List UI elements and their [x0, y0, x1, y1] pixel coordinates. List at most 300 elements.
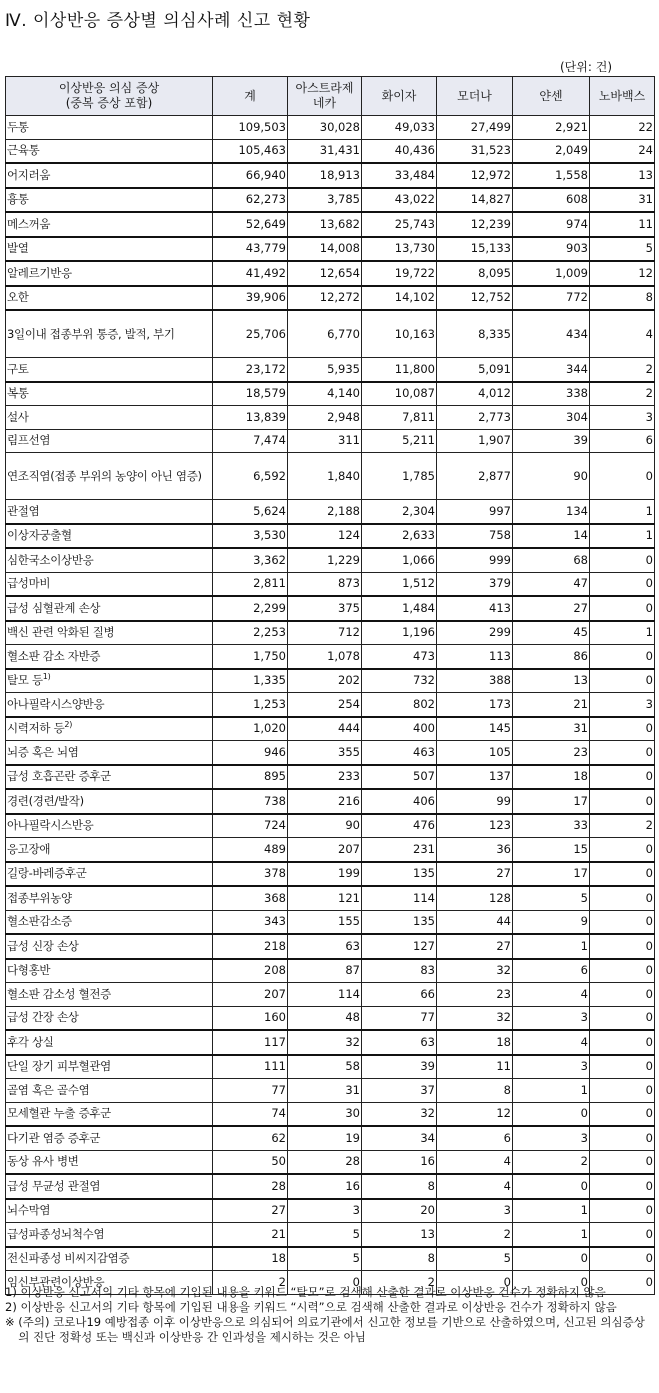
count-cell: 13: [362, 1223, 437, 1247]
count-cell: 2,633: [362, 524, 437, 549]
count-cell: 10,087: [362, 382, 437, 406]
count-cell: 3: [590, 693, 655, 717]
table-row: [6, 741, 655, 765]
count-cell: 127: [362, 934, 437, 959]
table-row: [6, 693, 655, 717]
symptom-name-cell: 설사: [6, 406, 213, 430]
count-cell: 1,020: [213, 717, 288, 741]
count-cell: 9: [513, 910, 590, 934]
count-cell: 7,811: [362, 406, 437, 430]
count-cell: 25,743: [362, 212, 437, 237]
count-cell: 0: [590, 1223, 655, 1247]
count-cell: 738: [213, 789, 288, 814]
symptom-name-cell: 뇌증 혹은 뇌염: [6, 741, 213, 765]
count-cell: 117: [213, 1030, 288, 1055]
table-row: [6, 237, 655, 262]
count-cell: 19,722: [362, 261, 437, 286]
count-cell: 66,940: [213, 163, 288, 188]
count-cell: 19: [288, 1126, 362, 1150]
count-cell: 8: [437, 1079, 513, 1103]
count-cell: 27: [437, 934, 513, 959]
count-cell: 13,730: [362, 237, 437, 262]
count-cell: 32: [437, 1006, 513, 1030]
count-cell: 0: [590, 1150, 655, 1174]
count-cell: 378: [213, 862, 288, 887]
count-cell: 12,972: [437, 163, 513, 188]
count-cell: 22: [590, 116, 655, 140]
table-row: [6, 983, 655, 1007]
count-cell: 6,592: [213, 453, 288, 500]
table-row: [6, 934, 655, 959]
count-cell: 12,239: [437, 212, 513, 237]
count-cell: 5,935: [288, 358, 362, 382]
count-cell: 13: [513, 669, 590, 693]
count-cell: 32: [288, 1030, 362, 1055]
symptom-name-cell: 근육통: [6, 139, 213, 163]
count-cell: 30,028: [288, 116, 362, 140]
count-cell: 1,196: [362, 621, 437, 645]
count-cell: 27: [213, 1199, 288, 1223]
count-cell: 0: [590, 548, 655, 572]
count-cell: 18: [213, 1247, 288, 1271]
symptom-name-cell: 탈모 등$^{1)}$: [6, 669, 213, 693]
column-header: 노바백스: [590, 77, 655, 116]
count-cell: 0: [590, 1102, 655, 1126]
count-cell: 77: [213, 1079, 288, 1103]
symptom-name-cell: 응고장애: [6, 838, 213, 862]
symptom-name-cell: 골염 혹은 골수염: [6, 1079, 213, 1103]
count-cell: 44: [437, 910, 513, 934]
count-cell: 444: [288, 717, 362, 741]
count-cell: 0: [590, 910, 655, 934]
count-cell: 1: [590, 500, 655, 524]
count-cell: 0: [590, 838, 655, 862]
count-cell: 2,921: [513, 116, 590, 140]
count-cell: 608: [513, 188, 590, 213]
count-cell: 27,499: [437, 116, 513, 140]
footnote-text: 이상반응 신고서의 기타 항목에 기입된 내용을 키워드 “탈모”로 검색해 산출한 결과로 이상반응 건수가 정확하지 않음: [20, 1285, 606, 1299]
count-cell: 338: [513, 382, 590, 406]
count-cell: 23: [513, 741, 590, 765]
count-cell: 489: [213, 838, 288, 862]
count-cell: 3,362: [213, 548, 288, 572]
table-row: [6, 1055, 655, 1079]
count-cell: 113: [437, 645, 513, 669]
symptom-name-cell: 어지러움: [6, 163, 213, 188]
count-cell: 2,948: [288, 406, 362, 430]
count-cell: 137: [437, 765, 513, 790]
count-cell: 388: [437, 669, 513, 693]
symptom-name-cell: 뇌수막염: [6, 1199, 213, 1223]
count-cell: 30: [288, 1102, 362, 1126]
count-cell: 37: [362, 1079, 437, 1103]
count-cell: 2,188: [288, 500, 362, 524]
symptom-name-cell: 다형홍반: [6, 959, 213, 983]
count-cell: 0: [590, 886, 655, 910]
count-cell: 27: [437, 862, 513, 887]
count-cell: 802: [362, 693, 437, 717]
table-row: [6, 717, 655, 741]
count-cell: 375: [288, 596, 362, 621]
count-cell: 0: [590, 983, 655, 1007]
count-cell: 1: [513, 1079, 590, 1103]
count-cell: 5,091: [437, 358, 513, 382]
count-cell: 2: [362, 1271, 437, 1295]
symptom-name-cell: 아나필락시스반응: [6, 814, 213, 838]
symptom-name-cell: 급성마비: [6, 572, 213, 596]
count-cell: 49,033: [362, 116, 437, 140]
count-cell: 4,012: [437, 382, 513, 406]
count-cell: 18,913: [288, 163, 362, 188]
symptom-name-cell: 알레르기반응: [6, 261, 213, 286]
count-cell: 1: [590, 621, 655, 645]
count-cell: 4: [590, 310, 655, 358]
count-cell: 1,907: [437, 429, 513, 453]
count-cell: 3: [513, 1055, 590, 1079]
count-cell: 8,095: [437, 261, 513, 286]
symptom-name-cell: 연조직염(접종 부위의 농양이 아닌 염증): [6, 453, 213, 500]
symptom-name-cell: 동상 유사 병변: [6, 1150, 213, 1174]
count-cell: 0: [590, 1030, 655, 1055]
count-cell: 3: [513, 1126, 590, 1150]
count-cell: 2,304: [362, 500, 437, 524]
count-cell: 123: [437, 814, 513, 838]
count-cell: 233: [288, 765, 362, 790]
symptom-name-cell: 전신파종성 비씨지감염증: [6, 1247, 213, 1271]
count-cell: 63: [288, 934, 362, 959]
count-cell: 8,335: [437, 310, 513, 358]
count-cell: 216: [288, 789, 362, 814]
count-cell: 10,163: [362, 310, 437, 358]
count-cell: 145: [437, 717, 513, 741]
count-cell: 8: [590, 286, 655, 311]
count-cell: 2,811: [213, 572, 288, 596]
table-row: [6, 286, 655, 311]
symptom-name-cell: 급성 무균성 관절염: [6, 1174, 213, 1199]
table-row: [6, 524, 655, 549]
count-cell: 160: [213, 1006, 288, 1030]
count-cell: 121: [288, 886, 362, 910]
count-cell: 11: [437, 1055, 513, 1079]
count-cell: 2: [590, 814, 655, 838]
count-cell: 11: [590, 212, 655, 237]
column-header: 얀센: [513, 77, 590, 116]
count-cell: 0: [513, 1271, 590, 1295]
symptom-name-cell: 혈소판감소증: [6, 910, 213, 934]
footnotes: [5, 1285, 655, 1345]
count-cell: 2,253: [213, 621, 288, 645]
count-cell: 406: [362, 789, 437, 814]
symptom-name-cell: 후각 상실: [6, 1030, 213, 1055]
count-cell: 2: [590, 358, 655, 382]
count-cell: 17: [513, 862, 590, 887]
count-cell: 5: [513, 886, 590, 910]
table-header-row: [6, 77, 655, 116]
table-row: [6, 910, 655, 934]
symptom-report-table: [5, 76, 655, 1295]
count-cell: 4: [437, 1150, 513, 1174]
symptom-name-cell: 혈소판 감소성 혈전증: [6, 983, 213, 1007]
count-cell: 304: [513, 406, 590, 430]
table-row: [6, 621, 655, 645]
count-cell: 105,463: [213, 139, 288, 163]
count-cell: 6,770: [288, 310, 362, 358]
count-cell: 7,474: [213, 429, 288, 453]
count-cell: 41,492: [213, 261, 288, 286]
count-cell: 87: [288, 959, 362, 983]
count-cell: 27: [513, 596, 590, 621]
count-cell: 39: [362, 1055, 437, 1079]
table-row: [6, 1102, 655, 1126]
count-cell: 21: [513, 693, 590, 717]
count-cell: 0: [590, 572, 655, 596]
count-cell: 124: [288, 524, 362, 549]
count-cell: 0: [590, 1199, 655, 1223]
count-cell: 43,022: [362, 188, 437, 213]
column-header: 모더나: [437, 77, 513, 116]
symptom-name-cell: 오한: [6, 286, 213, 311]
footnote: [5, 1285, 655, 1300]
count-cell: 12,654: [288, 261, 362, 286]
count-cell: 33: [513, 814, 590, 838]
count-cell: 254: [288, 693, 362, 717]
count-cell: 999: [437, 548, 513, 572]
page-title: Ⅳ. 이상반응 증상별 의심사례 신고 현황: [5, 11, 311, 31]
count-cell: 0: [590, 717, 655, 741]
column-header: 계: [213, 77, 288, 116]
table-row: [6, 1030, 655, 1055]
count-cell: 39: [513, 429, 590, 453]
count-cell: 311: [288, 429, 362, 453]
table-row: [6, 163, 655, 188]
count-cell: 31: [513, 717, 590, 741]
count-cell: 5: [590, 237, 655, 262]
count-cell: 173: [437, 693, 513, 717]
symptom-name-cell: 접종부위농양: [6, 886, 213, 910]
table-row: [6, 406, 655, 430]
count-cell: 218: [213, 934, 288, 959]
count-cell: 732: [362, 669, 437, 693]
count-cell: 50: [213, 1150, 288, 1174]
table-row: [6, 358, 655, 382]
symptom-name-cell: 발열: [6, 237, 213, 262]
table-row: [6, 838, 655, 862]
symptom-name-cell: 3일이내 접종부위 통증, 발적, 부기: [6, 310, 213, 358]
count-cell: 199: [288, 862, 362, 887]
symptom-name-cell: 메스꺼움: [6, 212, 213, 237]
symptom-name-cell: 급성파종성뇌척수염: [6, 1223, 213, 1247]
count-cell: 31: [288, 1079, 362, 1103]
count-cell: 476: [362, 814, 437, 838]
table-row: [6, 596, 655, 621]
count-cell: 135: [362, 862, 437, 887]
table-row: [6, 429, 655, 453]
count-cell: 0: [590, 669, 655, 693]
count-cell: 45: [513, 621, 590, 645]
count-cell: 0: [590, 645, 655, 669]
table-row: [6, 1006, 655, 1030]
symptom-name-cell: 관절염: [6, 500, 213, 524]
count-cell: 208: [213, 959, 288, 983]
count-cell: 3: [288, 1199, 362, 1223]
count-cell: 1,229: [288, 548, 362, 572]
count-cell: 20: [362, 1199, 437, 1223]
count-cell: 43,779: [213, 237, 288, 262]
table-row: [6, 1079, 655, 1103]
count-cell: 134: [513, 500, 590, 524]
count-cell: 473: [362, 645, 437, 669]
count-cell: 5: [288, 1223, 362, 1247]
symptom-name-cell: 단일 장기 피부혈관염: [6, 1055, 213, 1079]
count-cell: 5,211: [362, 429, 437, 453]
count-cell: 0: [590, 741, 655, 765]
count-cell: 231: [362, 838, 437, 862]
count-cell: 2: [590, 382, 655, 406]
count-cell: 83: [362, 959, 437, 983]
table-row: [6, 310, 655, 358]
count-cell: 25,706: [213, 310, 288, 358]
count-cell: 344: [513, 358, 590, 382]
count-cell: 355: [288, 741, 362, 765]
count-cell: 8: [362, 1174, 437, 1199]
count-cell: 58: [288, 1055, 362, 1079]
count-cell: 1,253: [213, 693, 288, 717]
count-cell: 18: [437, 1030, 513, 1055]
footnote-text: 이상반응 신고서의 기타 항목에 기입된 내용을 키워드 “시력”으로 검색해 산출한 결과로 이상반응 건수가 정확하지 않음: [20, 1300, 617, 1314]
count-cell: 105: [437, 741, 513, 765]
table-row: [6, 261, 655, 286]
table-row: [6, 1126, 655, 1150]
footnote: [5, 1315, 655, 1345]
count-cell: 207: [288, 838, 362, 862]
table-row: [6, 212, 655, 237]
table-row: [6, 765, 655, 790]
count-cell: 712: [288, 621, 362, 645]
count-cell: 24: [590, 139, 655, 163]
count-cell: 434: [513, 310, 590, 358]
count-cell: 6: [513, 959, 590, 983]
symptom-name-cell: 구토: [6, 358, 213, 382]
unit-label: (단위: 건): [560, 60, 612, 74]
count-cell: 2,299: [213, 596, 288, 621]
count-cell: 111: [213, 1055, 288, 1079]
count-cell: 0: [590, 1271, 655, 1295]
count-cell: 31,523: [437, 139, 513, 163]
table-row: [6, 188, 655, 213]
count-cell: 1,009: [513, 261, 590, 286]
symptom-name-cell: 혈소판 감소 자반증: [6, 645, 213, 669]
count-cell: 0: [590, 959, 655, 983]
symptom-name-cell: 모세혈관 누출 증후군: [6, 1102, 213, 1126]
count-cell: 6: [437, 1126, 513, 1150]
count-cell: 873: [288, 572, 362, 596]
count-cell: 114: [362, 886, 437, 910]
count-cell: 0: [513, 1102, 590, 1126]
count-cell: 36: [437, 838, 513, 862]
count-cell: 0: [590, 596, 655, 621]
count-cell: 5: [437, 1247, 513, 1271]
count-cell: 32: [362, 1102, 437, 1126]
count-cell: 400: [362, 717, 437, 741]
count-cell: 4,140: [288, 382, 362, 406]
count-cell: 2: [213, 1271, 288, 1295]
symptom-name-cell: 임신부관련이상반응: [6, 1271, 213, 1295]
table-row: [6, 116, 655, 140]
count-cell: 1,785: [362, 453, 437, 500]
count-cell: 48: [288, 1006, 362, 1030]
count-cell: 343: [213, 910, 288, 934]
count-cell: 946: [213, 741, 288, 765]
count-cell: 0: [590, 789, 655, 814]
count-cell: 99: [437, 789, 513, 814]
symptom-name-cell: 급성 신장 손상: [6, 934, 213, 959]
count-cell: 68: [513, 548, 590, 572]
count-cell: 16: [362, 1150, 437, 1174]
count-cell: 0: [513, 1174, 590, 1199]
count-cell: 379: [437, 572, 513, 596]
count-cell: 368: [213, 886, 288, 910]
count-cell: 155: [288, 910, 362, 934]
count-cell: 62: [213, 1126, 288, 1150]
table-row: [6, 1174, 655, 1199]
table-row: [6, 789, 655, 814]
count-cell: 12,272: [288, 286, 362, 311]
count-cell: 90: [513, 453, 590, 500]
footnote-marker: 1): [5, 1285, 21, 1299]
count-cell: 63: [362, 1030, 437, 1055]
count-cell: 21: [213, 1223, 288, 1247]
count-cell: 0: [513, 1247, 590, 1271]
count-cell: 66: [362, 983, 437, 1007]
count-cell: 114: [288, 983, 362, 1007]
count-cell: 0: [590, 765, 655, 790]
symptom-name-cell: 시력저하 등$^{2)}$: [6, 717, 213, 741]
count-cell: 16: [288, 1174, 362, 1199]
count-cell: 40,436: [362, 139, 437, 163]
count-cell: 4: [437, 1174, 513, 1199]
count-cell: 13: [590, 163, 655, 188]
count-cell: 52,649: [213, 212, 288, 237]
count-cell: 39,906: [213, 286, 288, 311]
table-row: [6, 959, 655, 983]
count-cell: 299: [437, 621, 513, 645]
count-cell: 1: [513, 1199, 590, 1223]
symptom-name-cell: 심한국소이상반응: [6, 548, 213, 572]
count-cell: 1,558: [513, 163, 590, 188]
count-cell: 1,750: [213, 645, 288, 669]
count-cell: 207: [213, 983, 288, 1007]
count-cell: 18: [513, 765, 590, 790]
count-cell: 14,827: [437, 188, 513, 213]
count-cell: 997: [437, 500, 513, 524]
count-cell: 28: [288, 1150, 362, 1174]
count-cell: 128: [437, 886, 513, 910]
column-header: 이상반응 의심 증상 (중복 증상 포함): [6, 77, 213, 116]
symptom-name-cell: 다기관 염증 증후군: [6, 1126, 213, 1150]
count-cell: 0: [590, 1006, 655, 1030]
count-cell: 2,877: [437, 453, 513, 500]
footnote-text: (주의) 코로나19 예방접종 이후 이상반응으로 의심되어 의료기관에서 신고한 정보를 기반으로 산출하였으며, 신고된 의심증상의 진단 정확성 또는 백신과 이상반응 간 인과성을 제시하는 것은 아님: [18, 1315, 645, 1344]
count-cell: 74: [213, 1102, 288, 1126]
count-cell: 1: [513, 1223, 590, 1247]
count-cell: 1,078: [288, 645, 362, 669]
count-cell: 18,579: [213, 382, 288, 406]
symptom-name-cell: 급성 간장 손상: [6, 1006, 213, 1030]
count-cell: 0: [590, 453, 655, 500]
count-cell: 0: [590, 1126, 655, 1150]
count-cell: 13,839: [213, 406, 288, 430]
count-cell: 8: [362, 1247, 437, 1271]
